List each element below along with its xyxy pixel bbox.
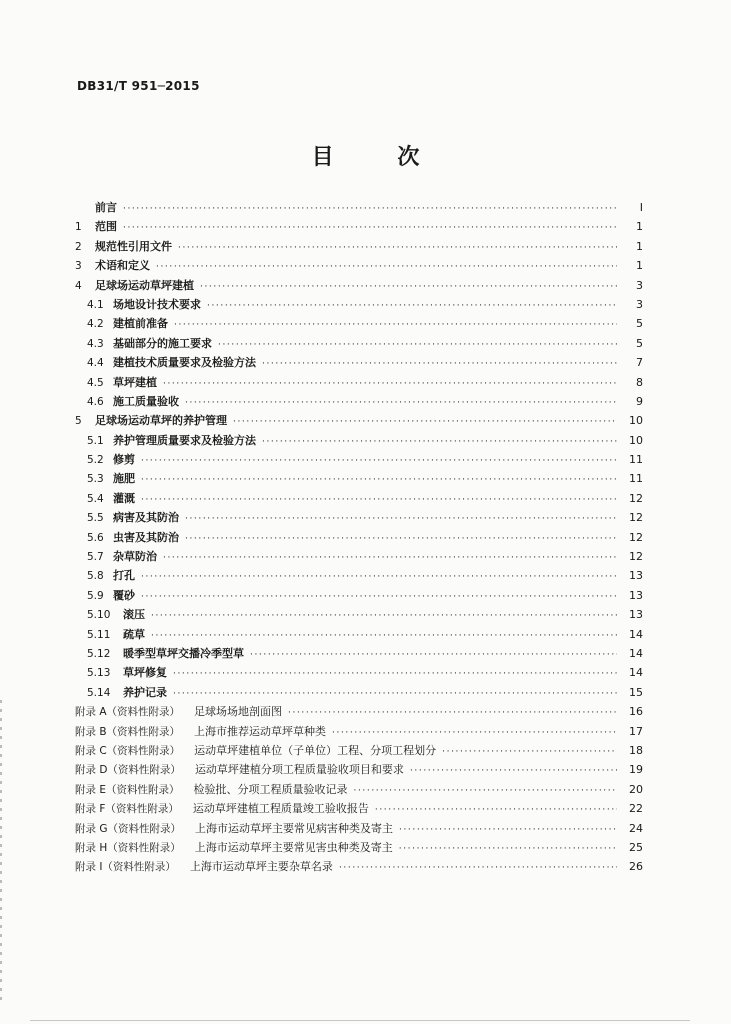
toc-leader-dots <box>123 224 617 233</box>
toc-leader-dots <box>218 341 617 350</box>
toc-entry[interactable] <box>75 470 643 489</box>
toc-entry-number: 4.1 <box>87 298 104 311</box>
toc-entry-title: 病害及其防治 <box>113 511 179 525</box>
toc-leader-dots <box>185 535 617 544</box>
toc-entry-title: 上海市运动草坪主要常见害虫种类及寄主 <box>194 840 393 854</box>
toc-entry-title: 疏草 <box>123 627 145 641</box>
toc-entry-page: 10 <box>629 414 643 428</box>
toc-entry-title: 草坪修复 <box>123 666 167 680</box>
toc-entry-number: 5.4 <box>87 492 104 505</box>
toc-entry-title: 虫害及其防治 <box>113 530 179 544</box>
toc-entry-number: 5.14 <box>87 686 111 699</box>
toc-entry-page: 19 <box>629 763 643 777</box>
toc-entry-title: 施工质量验收 <box>113 394 179 408</box>
toc-entry-number: 5.13 <box>87 667 111 680</box>
toc-entry-number: 附录 I（资料性附录） <box>75 861 176 874</box>
toc-entry-title: 草坪建植 <box>113 375 157 389</box>
toc-entry-number: 5.1 <box>87 434 104 447</box>
toc-entry-page: 15 <box>629 685 643 699</box>
toc-entry-title: 范围 <box>95 220 117 234</box>
toc-entry-number: 5.12 <box>87 647 111 660</box>
toc-entry[interactable] <box>75 354 643 373</box>
toc-entry-number: 4 <box>75 279 82 292</box>
toc-entry-page: 16 <box>629 705 643 719</box>
toc-entry-number: 附录 C（资料性附录） <box>75 744 181 757</box>
toc-entry-number: 4.6 <box>87 395 104 408</box>
toc-entry[interactable] <box>75 548 643 567</box>
toc-entry-title: 灌溉 <box>113 491 135 505</box>
toc-entry-page: 12 <box>629 511 643 525</box>
toc-entry-title: 规范性引用文件 <box>95 239 172 253</box>
toc-entry-page: 14 <box>629 646 643 660</box>
toc-entry-page: 1 <box>636 239 643 253</box>
toc-entry[interactable] <box>75 606 643 625</box>
toc-entry[interactable] <box>75 587 643 606</box>
toc-entry-page: 3 <box>636 278 643 292</box>
toc-entry[interactable] <box>75 820 643 839</box>
toc-entry-title: 基础部分的施工要求 <box>113 336 212 350</box>
toc-leader-dots <box>288 709 617 718</box>
toc-entry-title: 术语和定义 <box>95 259 150 273</box>
toc-entry[interactable] <box>75 315 643 334</box>
toc-entry[interactable] <box>75 858 643 877</box>
toc-leader-dots <box>151 612 617 621</box>
toc-entry-page: 5 <box>636 336 643 350</box>
toc-entry[interactable] <box>75 664 643 683</box>
toc-entry[interactable] <box>75 257 643 276</box>
toc-entry-title: 修剪 <box>113 453 135 467</box>
toc-entry-number: 5.10 <box>87 609 111 622</box>
toc-entry-page: 22 <box>629 802 643 816</box>
page-title-text: 目 次 <box>311 145 448 170</box>
toc-entry-page: 13 <box>629 588 643 602</box>
toc-entry[interactable] <box>75 723 643 742</box>
toc-entry-page: 12 <box>629 550 643 564</box>
toc-leader-dots <box>173 690 617 699</box>
toc-entry-number: 5.6 <box>87 531 104 544</box>
toc-entry-title: 覆砂 <box>113 588 135 602</box>
toc-leader-dots <box>233 418 617 427</box>
toc-leader-dots <box>339 864 617 873</box>
toc-entry[interactable] <box>75 800 643 819</box>
toc-entry-title: 建植技术质量要求及检验方法 <box>113 356 256 370</box>
toc-entry[interactable] <box>75 277 643 296</box>
toc-entry-title: 上海市推荐运动草坪草种类 <box>194 724 327 738</box>
toc-entry[interactable] <box>75 238 643 257</box>
toc-entry-page: 3 <box>636 297 643 311</box>
toc-entry-page: 13 <box>629 608 643 622</box>
toc-entry-title: 运动草坪建植分项工程质量验收项目和要求 <box>194 763 404 777</box>
toc-entry-title: 上海市运动草坪主要常见病害种类及寄主 <box>194 821 393 835</box>
toc-entry[interactable] <box>75 645 643 664</box>
toc-entry-number: 4.2 <box>87 318 104 331</box>
toc-entry-page: 1 <box>636 259 643 273</box>
toc-entry-number: 4.3 <box>87 337 104 350</box>
toc-leader-dots <box>250 651 617 660</box>
toc-entry-page: 5 <box>636 317 643 331</box>
toc-leader-dots <box>207 302 617 311</box>
toc-entry-number: 5.5 <box>87 512 104 525</box>
toc-entry[interactable] <box>75 684 643 703</box>
scan-border-line <box>30 1020 690 1021</box>
toc-entry-number: 5.7 <box>87 551 104 564</box>
toc-entry-page: 14 <box>629 666 643 680</box>
toc-leader-dots <box>185 515 617 524</box>
toc-entry[interactable] <box>75 451 643 470</box>
toc-leader-dots <box>163 554 617 563</box>
toc-entry-page: 13 <box>629 569 643 583</box>
toc-entry-page: I <box>639 201 643 214</box>
toc-entry-page: 12 <box>629 491 643 505</box>
toc-entry-page: 18 <box>629 743 643 757</box>
toc-entry[interactable] <box>75 218 643 237</box>
toc-entry-page: 14 <box>629 627 643 641</box>
toc-entry-page: 17 <box>629 724 643 738</box>
toc-entry-number: 5.8 <box>87 570 104 583</box>
toc-entry-number: 附录 H（资料性附录） <box>75 841 181 854</box>
toc-entry-number: 附录 E（资料性附录） <box>75 783 180 796</box>
toc-entry-number: 5.9 <box>87 589 104 602</box>
toc-leader-dots <box>262 360 617 369</box>
toc-leader-dots <box>375 806 617 815</box>
toc-leader-dots <box>141 593 617 602</box>
toc-entry-title: 养护记录 <box>123 685 167 699</box>
toc-entry-number: 4.5 <box>87 376 104 389</box>
page-title <box>0 140 731 171</box>
toc-entry-number: 5.2 <box>87 454 104 467</box>
toc-entry-number: 5 <box>75 415 82 428</box>
toc-leader-dots <box>200 283 617 292</box>
toc-entry-page: 10 <box>629 433 643 447</box>
toc-entry-title: 场地设计技术要求 <box>113 297 201 311</box>
toc-entry-title: 建植前准备 <box>113 317 168 331</box>
toc-entry-title: 运动草坪建植工程质量竣工验收报告 <box>192 802 369 816</box>
toc-entry[interactable] <box>75 199 643 218</box>
toc-entry-page: 7 <box>636 356 643 370</box>
toc-entry-title: 足球场场地剖面图 <box>194 705 283 719</box>
toc-entry[interactable] <box>75 335 643 354</box>
toc-entry[interactable] <box>75 509 643 528</box>
toc-entry-number: 1 <box>75 221 82 234</box>
toc-leader-dots <box>178 244 617 253</box>
toc-leader-dots <box>442 748 617 757</box>
toc-leader-dots <box>141 457 617 466</box>
toc-entry-page: 9 <box>636 394 643 408</box>
toc-entry-title: 施肥 <box>113 472 135 486</box>
toc-entry-number: 2 <box>75 240 82 253</box>
toc-leader-dots <box>151 632 617 641</box>
toc-leader-dots <box>141 573 617 582</box>
toc-entry-number: 附录 A（资料性附录） <box>75 706 181 719</box>
toc-entry-page: 1 <box>636 220 643 234</box>
toc-entry-page: 20 <box>629 782 643 796</box>
toc-entry[interactable] <box>75 490 643 509</box>
toc-entry-page: 26 <box>629 860 643 874</box>
toc-leader-dots <box>174 321 617 330</box>
toc-leader-dots <box>185 399 617 408</box>
toc-leader-dots <box>410 767 617 776</box>
scan-edge-marks <box>0 700 2 1000</box>
toc-leader-dots <box>141 476 617 485</box>
toc-entry[interactable] <box>75 626 643 645</box>
toc-leader-dots <box>173 670 617 679</box>
toc-entry-title: 上海市运动草坪主要杂草名录 <box>189 860 333 874</box>
toc-entry-number: 附录 G（资料性附录） <box>75 822 181 835</box>
toc-entry[interactable] <box>75 529 643 548</box>
toc-leader-dots <box>262 438 617 447</box>
toc-entry[interactable] <box>75 742 643 761</box>
toc-entry-title: 养护管理质量要求及检验方法 <box>113 433 256 447</box>
toc-entry-page: 24 <box>629 821 643 835</box>
toc-entry[interactable] <box>75 412 643 431</box>
toc-leader-dots <box>399 845 617 854</box>
toc-entry-title: 检验批、分项工程质量验收记录 <box>193 782 348 796</box>
toc-entry-page: 11 <box>629 472 643 486</box>
toc-entry-number: 5.11 <box>87 628 111 641</box>
toc-entry-number: 附录 B（资料性附录） <box>75 725 181 738</box>
toc-entry-title: 杂草防治 <box>113 550 157 564</box>
table-of-contents <box>75 199 643 878</box>
toc-entry[interactable] <box>75 839 643 858</box>
toc-entry[interactable] <box>75 296 643 315</box>
toc-leader-dots <box>163 380 617 389</box>
document-code: DB31/T 951─2015 <box>77 79 200 93</box>
toc-leader-dots <box>123 205 617 214</box>
toc-entry-title: 暖季型草坪交播冷季型草 <box>123 646 244 660</box>
toc-entry-title: 运动草坪建植单位（子单位）工程、分项工程划分 <box>194 743 437 757</box>
toc-entry[interactable] <box>75 781 643 800</box>
toc-entry-page: 25 <box>629 840 643 854</box>
toc-leader-dots <box>399 826 617 835</box>
toc-entry-title: 打孔 <box>113 569 135 583</box>
toc-entry-page: 8 <box>636 375 643 389</box>
toc-entry[interactable] <box>75 393 643 412</box>
toc-leader-dots <box>353 787 617 796</box>
toc-entry-number: 3 <box>75 260 82 273</box>
toc-entry[interactable] <box>75 761 643 780</box>
toc-entry-title: 滚压 <box>123 608 145 622</box>
toc-entry-number: 5.3 <box>87 473 104 486</box>
toc-entry[interactable] <box>75 432 643 451</box>
toc-entry[interactable] <box>75 703 643 722</box>
toc-entry-number: 附录 D（资料性附录） <box>75 764 181 777</box>
toc-entry-page: 12 <box>629 530 643 544</box>
toc-entry-title: 前言 <box>95 201 117 214</box>
toc-entry[interactable] <box>75 374 643 393</box>
toc-entry-page: 11 <box>629 453 643 467</box>
toc-entry-title: 足球场运动草坪建植 <box>95 278 194 292</box>
toc-leader-dots <box>156 263 617 272</box>
toc-entry[interactable] <box>75 567 643 586</box>
toc-leader-dots <box>332 729 617 738</box>
toc-leader-dots <box>141 496 617 505</box>
toc-entry-number: 4.4 <box>87 357 104 370</box>
toc-entry-title: 足球场运动草坪的养护管理 <box>95 414 227 428</box>
toc-entry-number: 附录 F（资料性附录） <box>75 803 179 816</box>
